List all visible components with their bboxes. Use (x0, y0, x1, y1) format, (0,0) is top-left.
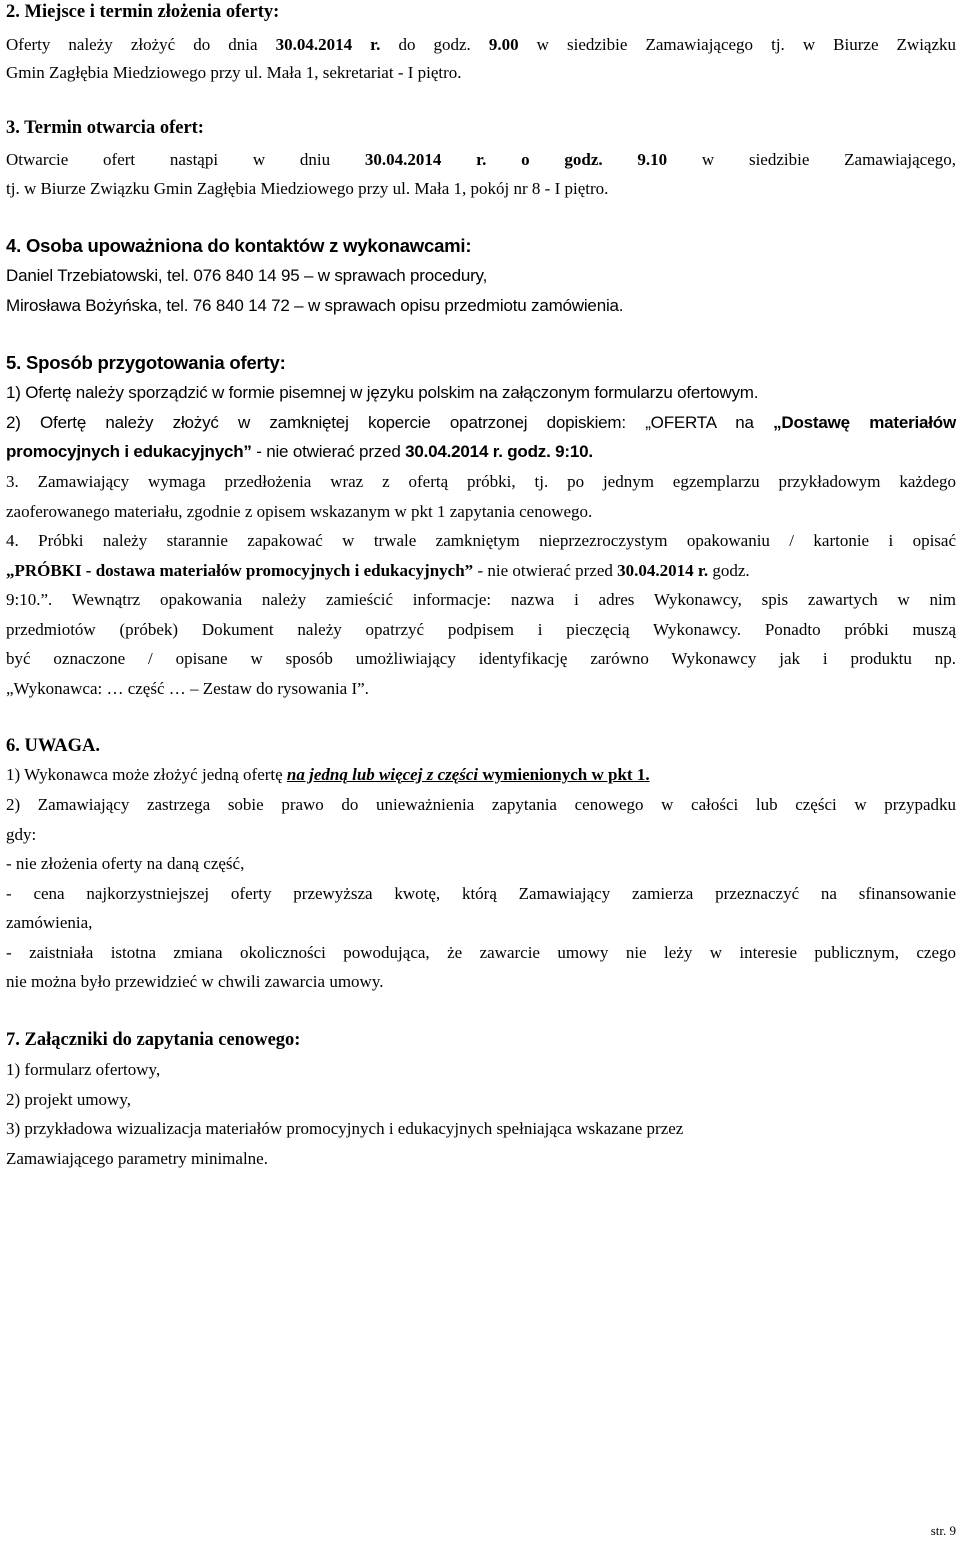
attachment-1: 1) formularz ofertowy, (6, 1060, 161, 1079)
section-7-heading: 7. Załączniki do zapytania cenowego: (6, 1030, 301, 1050)
section-2-line-2: Gmin Zagłębia Miedziowego przy ul. Mała 1, sekretariat - I piętro. (6, 63, 462, 82)
page-number: str. 9 (930, 1523, 956, 1538)
section-5-point-4-line-4: przedmiotów (próbek) Dokument należy opatrzyć podpisem i pieczęcią Wykonawcy. Ponadto próbki muszą (6, 620, 956, 639)
section-3-line-2: tj. w Biurze Związku Gmin Zagłębia Miedziowego przy ul. Mała 1, pokój nr 8 - I piętro. (6, 179, 609, 198)
section-6-item-3-line-2: nie można było przewidzieć w chwili zawarcia umowy. (6, 972, 384, 991)
section-2-heading: 2. Miejsce i termin złożenia oferty: (6, 2, 280, 22)
contact-procedure: Daniel Trzebiatowski, tel. 076 840 14 95 – w sprawach procedury, (6, 266, 488, 285)
section-5-point-4-line-5: być oznaczone / opisane w sposób umożliwiający identyfikację zarówno Wykonawcy jak i produktu np. (6, 649, 956, 668)
section-6-item-2-line-2: zamówienia, (6, 913, 93, 932)
section-5-point-2-line-1: 2) Ofertę należy złożyć w zamkniętej kopercie opatrzonej dopiskiem: „OFERTA na „Dostawę materiałów (6, 413, 956, 432)
section-5-point-3-line-1: 3. Zamawiający wymaga przedłożenia wraz z ofertą próbki, tj. po jednym egzemplarzu przykładowym każdego (6, 472, 956, 491)
section-5-heading: 5. Sposób przygotowania oferty: (6, 352, 286, 373)
section-6-point-2-line-2: gdy: (6, 825, 37, 844)
section-6-item-3-line-1: - zaistniała istotna zmiana okoliczności powodująca, że zawarcie umowy nie leży w interesie publicznym, czego (6, 943, 956, 962)
section-3-line-1: Otwarcie ofert nastąpi w dniu 30.04.2014 r. o godz. 9.10 w siedzibie Zamawiającego, (6, 150, 956, 169)
attachment-2: 2) projekt umowy, (6, 1090, 131, 1109)
section-6-item-2-line-1: - cena najkorzystniejszej oferty przewyższa kwotę, którą Zamawiający zamierza przeznaczyć na sfinansowanie (6, 884, 956, 903)
section-5-point-1: 1) Ofertę należy sporządzić w formie pisemnej w języku polskim na załączonym formularzu ofertowym. (6, 383, 759, 402)
section-5-point-4-line-3: 9:10.”. Wewnątrz opakowania należy zamieścić informacje: nazwa i adres Wykonawcy, spis zawartych w nim (6, 590, 956, 609)
section-5-point-4-line-1: 4. Próbki należy starannie zapakować w trwale zamkniętym nieprzezroczystym opakowaniu / kartonie i opisać (6, 531, 956, 550)
section-6-point-1: 1) Wykonawca może złożyć jedną ofertę na jedną lub więcej z części wymienionych w pkt 1. (6, 765, 650, 784)
section-5-point-4-line-2: „PRÓBKI - dostawa materiałów promocyjnych i edukacyjnych” - nie otwierać przed 30.04.2014 r. godz. (6, 561, 750, 580)
contact-description: Mirosława Bożyńska, tel. 76 840 14 72 – w sprawach opisu przedmiotu zamówienia. (6, 296, 624, 315)
attachment-3-line-1: 3) przykładowa wizualizacja materiałów promocyjnych i edukacyjnych spełniająca wskazane przez (6, 1119, 684, 1138)
section-5-point-2-line-2: promocyjnych i edukacyjnych” - nie otwierać przed 30.04.2014 r. godz. 9:10. (6, 442, 593, 461)
section-5-point-3-line-2: zaoferowanego materiału, zgodnie z opisem wskazanym w pkt 1 zapytania cenowego. (6, 502, 593, 521)
section-3-heading: 3. Termin otwarcia ofert: (6, 118, 204, 138)
section-6-point-2-line-1: 2) Zamawiający zastrzega sobie prawo do unieważnienia zapytania cenowego w całości lub części w przypadku (6, 795, 956, 814)
section-4-heading: 4. Osoba upoważniona do kontaktów z wykonawcami: (6, 235, 472, 256)
section-6-heading: 6. UWAGA. (6, 736, 101, 756)
section-2-line-1: Oferty należy złożyć do dnia 30.04.2014 r. do godz. 9.00 w siedzibie Zamawiającego tj. w Biurze Związku (6, 35, 957, 54)
section-6-item-1: - nie złożenia oferty na daną część, (6, 854, 245, 873)
section-5-point-4-line-6: „Wykonawca: … część … – Zestaw do rysowania I”. (6, 679, 369, 698)
attachment-3-line-2: Zamawiającego parametry minimalne. (6, 1149, 268, 1168)
